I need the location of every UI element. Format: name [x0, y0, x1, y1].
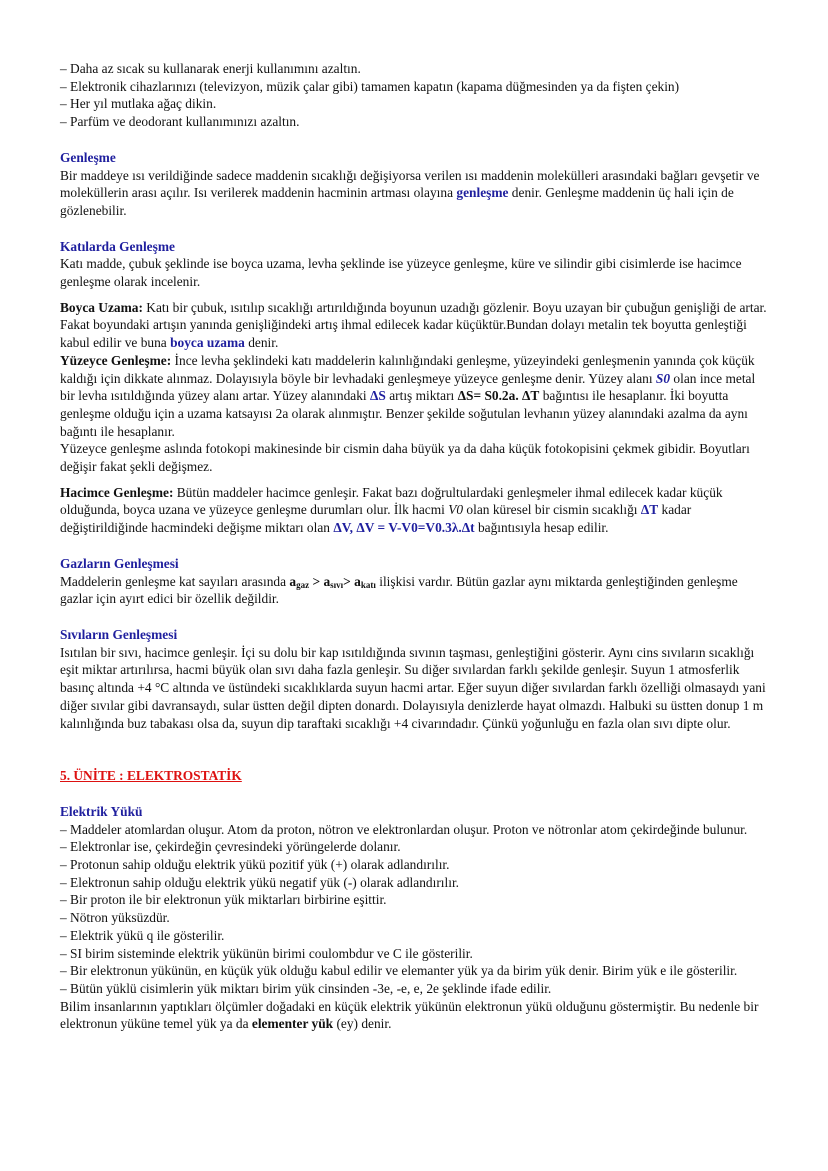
list-item: – Nötron yüksüzdür. [60, 910, 170, 926]
paragraph-yuzeyce-2: Yüzeyce genleşme aslında fotokopi makinesinde bir cismin daha büyük ya da daha küçük fotokopisini çekmek gibidir. Boyutları değişir fakat şekli değişmez. [60, 441, 750, 475]
list-item: – Elektrik yükü q ile gösterilir. [60, 927, 225, 943]
paragraph-gazlar: Maddelerin genleşme kat sayıları arasında $a_{gaz} > a_{sıvı}> a_{katı}$ ilişkisi vardır. Bütün gazlar aynı miktarda genleştiğinden genleşme gazlar için ayırt edici bir özellik değildir. [60, 573, 738, 607]
list-item: – Parfüm ve deodorant kullanımınızı azaltın. [60, 114, 300, 130]
elektrik-list [60, 821, 772, 1033]
heading-genlesme: Genleşme [60, 149, 116, 165]
paragraph-yuzeyce: Yüzeyce Genleşme: İnce levha şeklindeki katı maddelerin kalınlığındaki genleşme, yüzeyindeki genleşmenin yanında çok küçük kaldığı için dikkate alınmaz. Dolayısıyla böyle bir levhadaki genleşmeye yüzeyce genleşme denir. Yüzey alanı S0 olan ince metal bir levha ısıtıldığında yüzey alanı artar. Yüzey alanındaki ΔS artış miktarı ΔS= S0.2a. ΔT bağıntısı ile hesaplanır. İki boyutta genleşme olduğu için a uzama katsayısı 2a olarak alınmıştır. Benzer şekilde soğutulan levhanın yüzey alanındaki azalma da aynı bağıntı ile hesaplanır. [60, 352, 756, 439]
list-item: – Bir proton ile bir elektronun yük miktarları birbirine eşittir. [60, 892, 387, 908]
paragraph-genlesme: Bir maddeye ısı verildiğinde sadece maddenin sıcaklığı değişiyorsa verilen ısı maddenin molekülleri arasındaki bağları gevşetir ve moleküllerin arası açılır. Isı verilerek maddenin hacminin artması olayına genleşme denir. Genleşme maddenin üç hali için de gözlenebilir. [60, 167, 760, 218]
list-item: – Bir elektronun yükünün, en küçük yük olduğu kabul edilir ve elemanter yük ya da birim yük denir. Birim yük e ile gösterilir. [60, 963, 738, 979]
list-item: – Bütün yüklü cisimlerin yük miktarı birim yük cinsinden -3e, -e, e, 2e şeklinde ifade edilir. [60, 980, 552, 996]
list-item: – Elektronik cihazlarınızı (televizyon, müzik çalar gibi) tamamen kapatın (kapama düğmesinden ya da fişten çekin) [60, 78, 680, 94]
list-item: – Daha az sıcak su kullanarak enerji kullanımını azaltın. [60, 61, 361, 76]
heading-katilar: Katılarda Genleşme [60, 238, 175, 254]
paragraph-hacimce: Hacimce Genleşme: Bütün maddeler hacimce genleşir. Fakat bazı doğrultulardaki genleşmeler ihmal edilecek kadar küçük olduğunda, boyca uzana ve yüzeyce genleşme durumları olur. İlk hacmi V0 olan küresel bir cismin sıcaklığı ΔT kadar değiştirildiğinde hacmindeki değişme miktarı olan ΔV, ΔV = V-V0=V0.3λ.Δt bağıntısıyla hesap edilir. [60, 484, 723, 536]
heading-sivilar: Sıvıların Genleşmesi [60, 626, 178, 642]
tips-list [60, 60, 772, 131]
list-item: – Protonun sahip olduğu elektrik yükü pozitif yük (+) olarak adlandırılır. [60, 857, 450, 873]
list-item: – Elektronlar ise, çekirdeğin çevresindeki yörüngelerde dolanır. [60, 839, 401, 855]
list-item: – Maddeler atomlardan oluşur. Atom da proton, nötron ve elektronlardan oluşur. Proton ve nötronlar atom çekirdeğinde bulunur. [60, 821, 748, 837]
unit-heading: 5. ÜNİTE : ELEKTROSTATİK [60, 768, 242, 784]
list-item: – SI birim sisteminde elektrik yükünün birimi coulombdur ve C ile gösterilir. [60, 945, 473, 961]
list-item: – Elektronun sahip olduğu elektrik yükü negatif yük (-) olarak adlandırılır. [60, 874, 460, 890]
heading-elektrik: Elektrik Yükü [60, 803, 143, 819]
paragraph-sivilar: Isıtılan bir sıvı, hacimce genleşir. İçi su dolu bir kap ısıtıldığında sıvının taşması, genleştiğini gösterir. Aynı cins sıvıların sıcaklığı eşit miktar artırılırsa, hacmi büyük olan sıvı daha fazla genleşir. Su diğer sıvılardan farklı şekilde genleşir. Suyun 1 atmosferlik basınç altında +4 °C altında ve üstündeki sıcaklıklarda suyun hacmi artar. Eğer suyun diğer sıvılardan farklı özelliği olmasaydı yani diğer sıvılar gibi davransaydı, sular üstten değil dipten donardı. Dolayısıyla denizlerde hayat olmazdı. Halbuki su üstten donup 1 m kalınlığında buz tabakası olsa da, suyun dip taraftaki sıcaklığı +4 civarındadır. Çünkü yoğunluğu en fazla olan sıvı dipte olur. [60, 644, 766, 731]
heading-gazlar: Gazların Genleşmesi [60, 555, 179, 571]
paragraph-boyca: Boyca Uzama: Katı bir çubuk, ısıtılıp sıcaklığı artırıldığında boyunun uzadığı gözlenir. Boyu uzayan bir çubuğun genişliği de artar. Fakat boyundaki artışın yanında genişliğindeki artış ihmal edilecek kadar küçüktür.Bundan dolayı metalin tek boyutta genleştiği kabul edilir ve buna boyca uzama denir. [60, 299, 767, 351]
term-genlesme: genleşme [456, 185, 509, 201]
list-item: Bilim insanlarının yaptıkları ölçümler doğadaki en küçük elektrik yükünün elektronun yükü olduğunu göstermiştir. Bu nedenle bir elektronun yüküne temel yük ya da elementer yük (ey) denir. [60, 998, 759, 1032]
paragraph-katilar: Katı madde, çubuk şeklinde ise boyca uzama, levha şeklinde ise yüzeyce genleşme, küre ve silindir gibi cisimlerde ise hacimce genleşme olarak incelenir. [60, 256, 742, 290]
document-page [60, 60, 772, 1033]
list-item: – Her yıl mutlaka ağaç dikin. [60, 96, 217, 112]
